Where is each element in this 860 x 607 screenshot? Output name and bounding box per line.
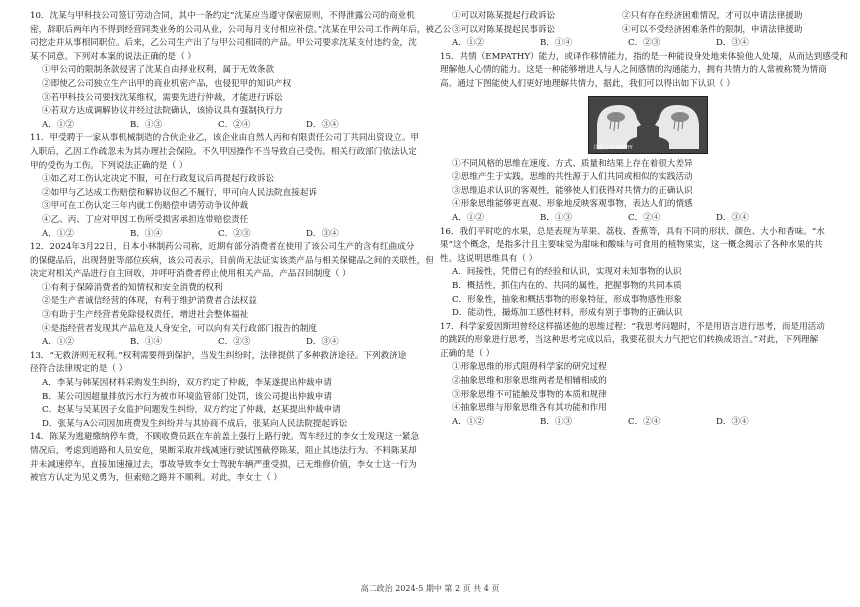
choice-c: C．②③ [628, 38, 661, 49]
choice-b: B．①③ [540, 416, 573, 427]
question-text: 某不同意。下列对本案的说法正确的是（ ） [30, 51, 197, 62]
question-text: 被官方认定为见义勇为，但索赔之路并不顺利。对此，李女士（ ） [30, 473, 282, 484]
option: D．张某与A公司因加班费发生纠纷并与其协商不成后，张某向人民法院提起诉讼 [42, 418, 348, 429]
option: ②是生产者诚信经营的体现，有利于维护消费者合法权益 [42, 296, 257, 307]
option: ③思维追求认识的客观性，能够使人们获得对共情力的正确认识 [452, 185, 693, 196]
option: ①形象思维的形式阻碍科学家的研究过程 [452, 362, 607, 373]
choice-b: B．①④ [130, 228, 163, 239]
question-17 [440, 321, 845, 430]
answer-choices [440, 212, 845, 226]
option: ①不同风格的思维在速度、方式、质量和结果上存在着很大差异 [452, 158, 693, 169]
empathy-illustration [588, 96, 708, 154]
question-text: 的跳跃的形象进行思考，当这种思考完成以后，我要花很大力气把它们转换成语言。”对此，下列理解 [440, 335, 819, 346]
option: ①甲公司的限制条款侵害了沈某自由择业权利，属于无效条款 [42, 65, 275, 76]
question-12 [30, 241, 435, 350]
question-10 [30, 10, 452, 132]
question-13 [30, 350, 435, 432]
option: ②如甲与乙达成工伤赔偿和解协议但乙不履行，甲可向人民法院直接起诉 [42, 187, 318, 198]
question-15 [440, 51, 848, 226]
choice-b: B．①③ [130, 119, 163, 130]
question-11 [30, 132, 435, 241]
option: B．概括性，抓住内在的、共同的属性，把握事物的共同本质 [452, 280, 682, 291]
question-text: 果”这个概念，是指多汁且主要味觉为甜味和酸味与可食用的植物果实，这一概念揭示了各种水果的共 [440, 240, 823, 251]
figure-caption: 共感力·EMPATHY [593, 144, 633, 151]
option: C．形象性，抽象和概括事物的形象特征，形成事物感性形象 [452, 294, 683, 305]
option: A．李某与韩某因材料采购发生纠纷，双方约定了仲裁，李某遂提出仲裁申请 [42, 378, 332, 389]
option-row [440, 10, 845, 24]
question-text: 12．2024年3月22日，日本小林制药公司称，近期有部分消费者在使用了该公司生产的含有红曲成分 [30, 242, 415, 253]
answer-choices [30, 336, 435, 350]
option: ③形象思维不可能触及事物的本质和规律 [452, 389, 607, 400]
option: D．能动性，撮炼加工感性材料，形成有别于事物的正确认识 [452, 308, 683, 319]
choice-c: C．②④ [218, 119, 251, 130]
question-text: 17．科学家爱因斯坦曾经这样描述他的思维过程：“我思考问题时，不是用语言进行思考，而是用活动 [440, 321, 825, 332]
question-text: 性。这说明思维具有（ ） [440, 253, 538, 264]
option: ②抽象思维和形象思维两者是相辅相成的 [452, 376, 607, 387]
option: A．间接性，凭借已有的经验和认识，实现对未知事物的认识 [452, 267, 682, 278]
question-text: 情况后，考虑到道路和人员安危，果断采取并线减速行驶试图截停陈某，阻止其违法行为。不料陈某却 [30, 446, 417, 456]
choice-b: B．①④ [540, 38, 573, 49]
option: B．某公司因超量排放污水行为被市环境监管部门处罚，该公司提出仲裁申请 [42, 391, 332, 402]
choice-d: D．③④ [716, 38, 749, 49]
choice-a: A．①② [42, 119, 74, 130]
answer-choices [30, 119, 435, 133]
question-text: 16．我们平时吃的水果，总是表现为苹果、荔枝、香蕉等，具有不同的形状、颜色、大小和香味。“水 [440, 226, 825, 237]
question-text: 13．“无救济则无权利。”权利需要得到保护，当发生纠纷时，法律提供了多种救济途径。下列救济途 [30, 350, 407, 361]
question-text: 的保健品后，出现肾脏等部位疾病，该公司表示，目前尚无法证实该类产品与相关保健品之间的关联性，但 [30, 255, 434, 266]
question-text: 甲的受伤为工伤。下列说法正确的是（ ） [30, 160, 188, 171]
question-text: 决定对相关产品进行自主回收，并呼吁消费者停止使用相关产品，产品召回制度（ ） [30, 269, 351, 280]
choice-d: D．③④ [306, 337, 339, 348]
question-text: 11．甲受聘于一家从事机械制造的合伙企业乙，该企业由自然人丙和有限责任公司丁共同出资设立。甲 [30, 133, 420, 144]
question-text: 10．沈某与甲科技公司签订劳动合同，其中一条约定“沈某应当遵守保密原则，不得泄露公司的商业机 [30, 11, 415, 21]
choice-c: C．②④ [628, 212, 661, 223]
choice-d: D．③④ [716, 212, 749, 223]
question-14 [30, 431, 435, 485]
option: ④若双方达成调解协议并经过法院确认，该协议具有强制执行力 [42, 106, 283, 117]
option: ④可以不受经济困难条件的限制，申请法律援助 [622, 24, 803, 35]
choice-d: D．③④ [306, 119, 339, 130]
choice-b: B．①③ [540, 212, 573, 223]
choice-d: D．③④ [306, 228, 339, 239]
choice-a: A．①② [452, 212, 484, 223]
option: ④抽象思维与形象思维各有其功能和作用 [452, 403, 607, 414]
choice-c: C．②③ [218, 337, 251, 348]
question-text: 司挖走并从事相同职位。后来，乙公司生产出了与甲公司相同的产品。甲公司要求沈某支付违约金，沈 [30, 38, 417, 49]
option: ④是指经营者发现其产品危及人身安全，可以向有关行政部门报告的制度 [42, 323, 318, 334]
question-text: 密，辞职后两年内不得到经营同类业务的公司从业，公司每月支付相应补偿。”沈某在甲公司工作两年后，被乙公 [30, 24, 452, 35]
question-16 [440, 226, 845, 321]
left-column [30, 10, 452, 486]
choice-a: A．①② [452, 38, 484, 49]
question-text: 入职后，乙因工作疏忽未为其办理社会保险。不久甲因操作不当导致自己受伤。相关行政部门依法认定 [30, 146, 417, 157]
option: ②思维产生于实践，思维的共性源于人们共同或相似的实践活动 [452, 172, 693, 183]
option: ①可以对陈某提起行政诉讼 [452, 11, 556, 21]
answer-choices [440, 37, 845, 51]
option: ②即使乙公司独立生产出甲的商业机密产品，也侵犯甲的知识产权 [42, 78, 292, 89]
option: ③甲可在工伤认定三年内就工伤赔偿申请劳动争议仲裁 [42, 201, 249, 212]
question-text: 理解他人心情的能力。这是一种能够增进人与人之间感情的沟通能力，拥有共情力的人常被称赞为情商 [440, 65, 827, 76]
question-text: 径符合法律规定的是（ ） [30, 364, 128, 375]
choice-c: C．②③ [218, 228, 251, 239]
answer-choices [440, 416, 845, 430]
option: ③有助于生产经营者免除侵权责任，增进社会整体福祉 [42, 310, 249, 321]
option: ②只有存在经济困难情况，才可以申请法律援助 [622, 11, 803, 21]
right-column [440, 10, 848, 429]
option-row [440, 24, 845, 38]
option: ③可以对陈某提起民事诉讼 [452, 24, 556, 35]
answer-choices [30, 228, 435, 242]
option: C．赵某与吴某因子女监护问题发生纠纷，双方约定了仲裁，赵某提出仲裁申请 [42, 405, 341, 416]
option: ①如乙对工伤认定决定不服，可在行政复议后再提起行政诉讼 [42, 174, 275, 185]
choice-d: D．③④ [716, 416, 749, 427]
question-text: 15．共情（EMPATHY）能力，或译作移情能力，指的是一种能设身处地来体验他人处境，从而达到感受和 [440, 51, 848, 62]
option: ①有利于保障消费者的知情权和安全消费的权利 [42, 282, 223, 293]
page-footer: 高二政治 2024-5 期中 第 2 页 共 4 页 [360, 584, 500, 593]
question-text: 14．陈某为逃避缴纳停车费，不顾收费员跃在车前盖上强行上路行驶。驾车经过的李女士发现这一紧急 [30, 432, 420, 443]
choice-b: B．①④ [130, 337, 163, 348]
question-14-continued [440, 10, 845, 51]
option: ④乙、丙、丁应对甲因工伤所受损害承担连带赔偿责任 [42, 214, 249, 225]
question-text: 正确的是（ ） [440, 348, 495, 359]
question-text: 高。通过下图能使人们更好地理解共情力，据此，我们可以得出如下认识（ ） [440, 78, 735, 89]
choice-c: C．②④ [628, 416, 661, 427]
option: ③若甲科技公司要找沈某维权，需要先进行仲裁，才能进行诉讼 [42, 92, 283, 103]
choice-a: A．①② [42, 337, 74, 348]
question-text: 并未减速停车，直接加速撞过去，事故导致李女士驾驶车辆严重受损，已无维修价值，李女士这一行为 [30, 459, 417, 470]
choice-a: A．①② [452, 416, 484, 427]
option: ④形象思维能够更直观、形象地反映客观事物，表达人们的情感 [452, 199, 693, 210]
choice-a: A．①② [42, 228, 74, 239]
